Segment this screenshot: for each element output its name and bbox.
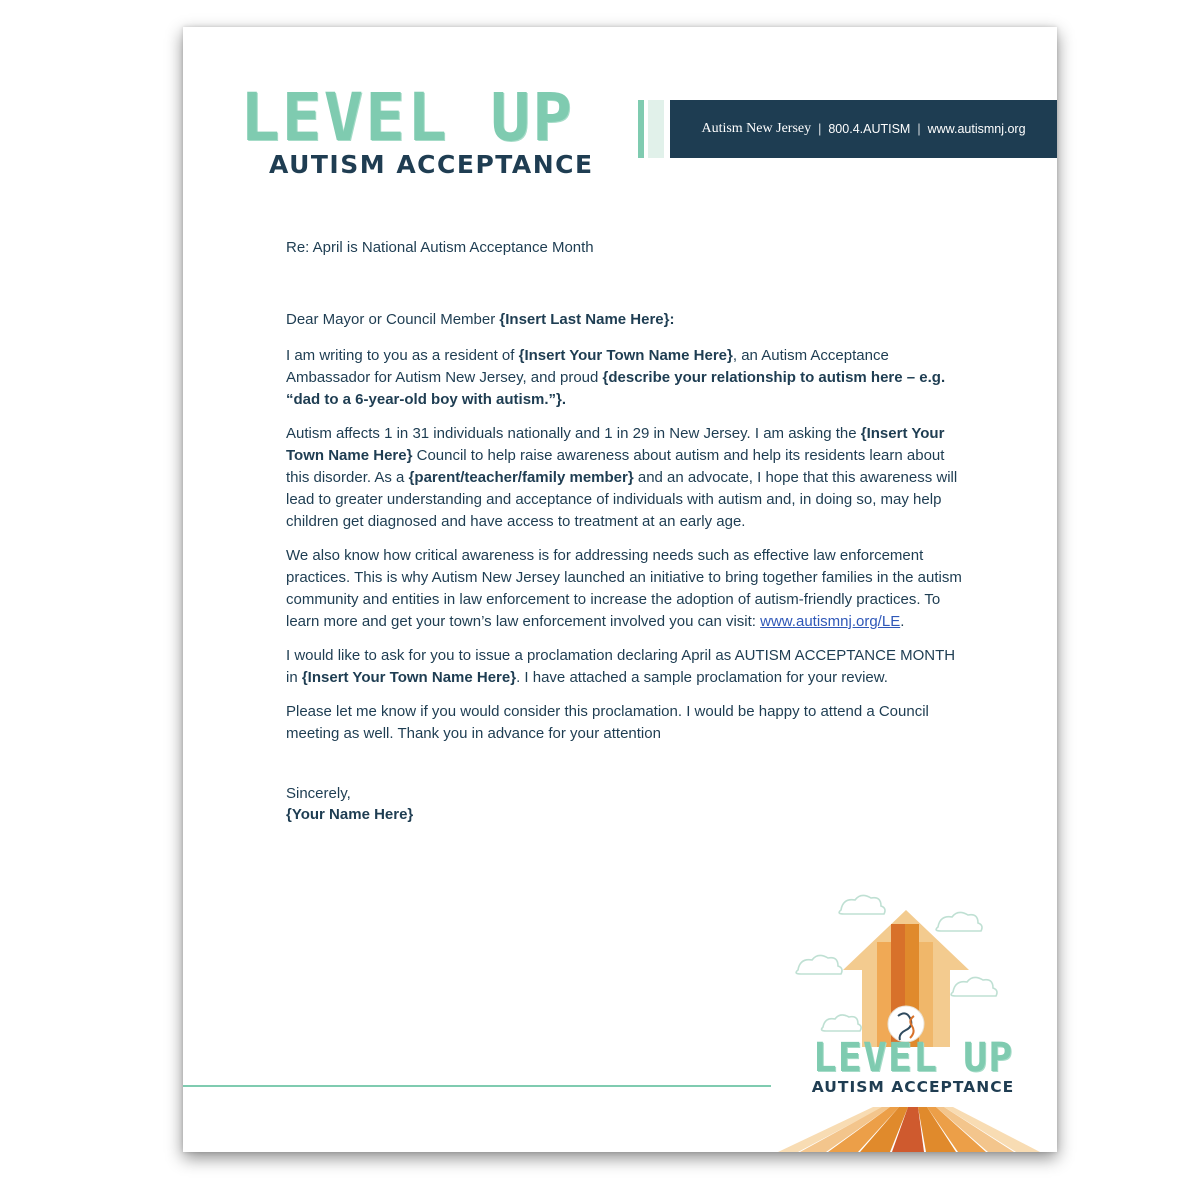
text: We also know how critical awareness is for addressing needs such as effective law enforcement practices. This is why Autism New Jersey launched an initiative to bring together families in the autism community and entities in law enforcement to increase the adoption of autism-friendly practices. To learn more and get your town’s law enforcement involved you can visit: — [286, 547, 962, 630]
placeholder-town: {Insert Your Town Name Here} — [518, 347, 733, 364]
salutation-text: Dear Mayor or Council Member — [286, 311, 500, 328]
subject-line: Re: April is National Autism Acceptance Month — [286, 239, 594, 256]
signature-placeholder: {Your Name Here} — [286, 806, 414, 823]
footer-logo-title: LEVEL UP — [812, 1035, 1014, 1081]
text: Council to help raise awareness about autism and help its residents learn about this disorder. As a — [286, 447, 945, 486]
footer-logo-subtitle: AUTISM ACCEPTANCE — [811, 1078, 1015, 1096]
salutation — [286, 309, 966, 331]
org-name: Autism New Jersey — [701, 121, 812, 136]
text: Autism affects 1 in 31 individuals nationally and 1 in 29 in New Jersey. I am asking the — [286, 425, 861, 442]
text: I am writing to you as a resident of — [286, 347, 519, 364]
paragraph-statistics — [286, 423, 966, 533]
website[interactable]: www.autismnj.org — [927, 122, 1026, 136]
header-accent-bar — [638, 100, 644, 158]
contact-banner — [670, 100, 1057, 158]
closing-text: Sincerely, — [286, 785, 351, 802]
text: I would like to ask for you to issue a proclamation declaring April as AUTISM ACCEPTANCE MONTH in — [286, 647, 956, 686]
logo-subtitle: AUTISM ACCEPTANCE — [269, 150, 594, 179]
paragraph-closing: Please let me know if you would consider this proclamation. I would be happy to attend a Council meeting as well. Thank you in advance for your attention — [286, 703, 929, 742]
separator: | — [818, 122, 822, 136]
phone-number: 800.4.AUTISM — [828, 122, 911, 136]
footer-logo — [788, 1035, 1038, 1096]
letter-body — [286, 237, 966, 837]
level-up-logo — [240, 79, 610, 179]
header-accent-bar-light — [648, 100, 664, 158]
law-enforcement-link[interactable]: www.autismnj.org/LE — [760, 613, 901, 630]
placeholder-role: {parent/teacher/family member} — [408, 469, 634, 486]
text: . — [900, 613, 905, 630]
sign-off — [286, 783, 966, 825]
salutation-name: {Insert Last Name Here}: — [499, 311, 675, 328]
text: . I have attached a sample proclamation for your review. — [516, 669, 888, 686]
text: , an Autism Acceptance Ambassador for Autism New Jersey, and proud — [286, 347, 889, 386]
placeholder-town: {Insert Your Town Name Here} — [286, 425, 945, 464]
sunburst-rays — [778, 1107, 1040, 1152]
rising-arrow-graphic — [778, 882, 1057, 1152]
footer-divider — [183, 1085, 771, 1087]
logo-title: LEVEL UP — [240, 79, 574, 156]
paragraph-request — [286, 645, 966, 689]
paragraph-law-enforcement — [286, 545, 966, 633]
letter-page — [183, 27, 1057, 1152]
text: and an advocate, I hope that this awareness will lead to greater understanding and acceptance of individuals with autism and, in doing so, may help children get diagnosed and have access to treatment at an early age. — [286, 469, 958, 530]
separator: | — [917, 122, 921, 136]
placeholder-relationship: {describe your relationship to autism here – e.g. “dad to a 6-year-old boy with autism.”}. — [286, 369, 946, 408]
paragraph-intro — [286, 345, 966, 411]
placeholder-town: {Insert Your Town Name Here} — [301, 669, 517, 686]
